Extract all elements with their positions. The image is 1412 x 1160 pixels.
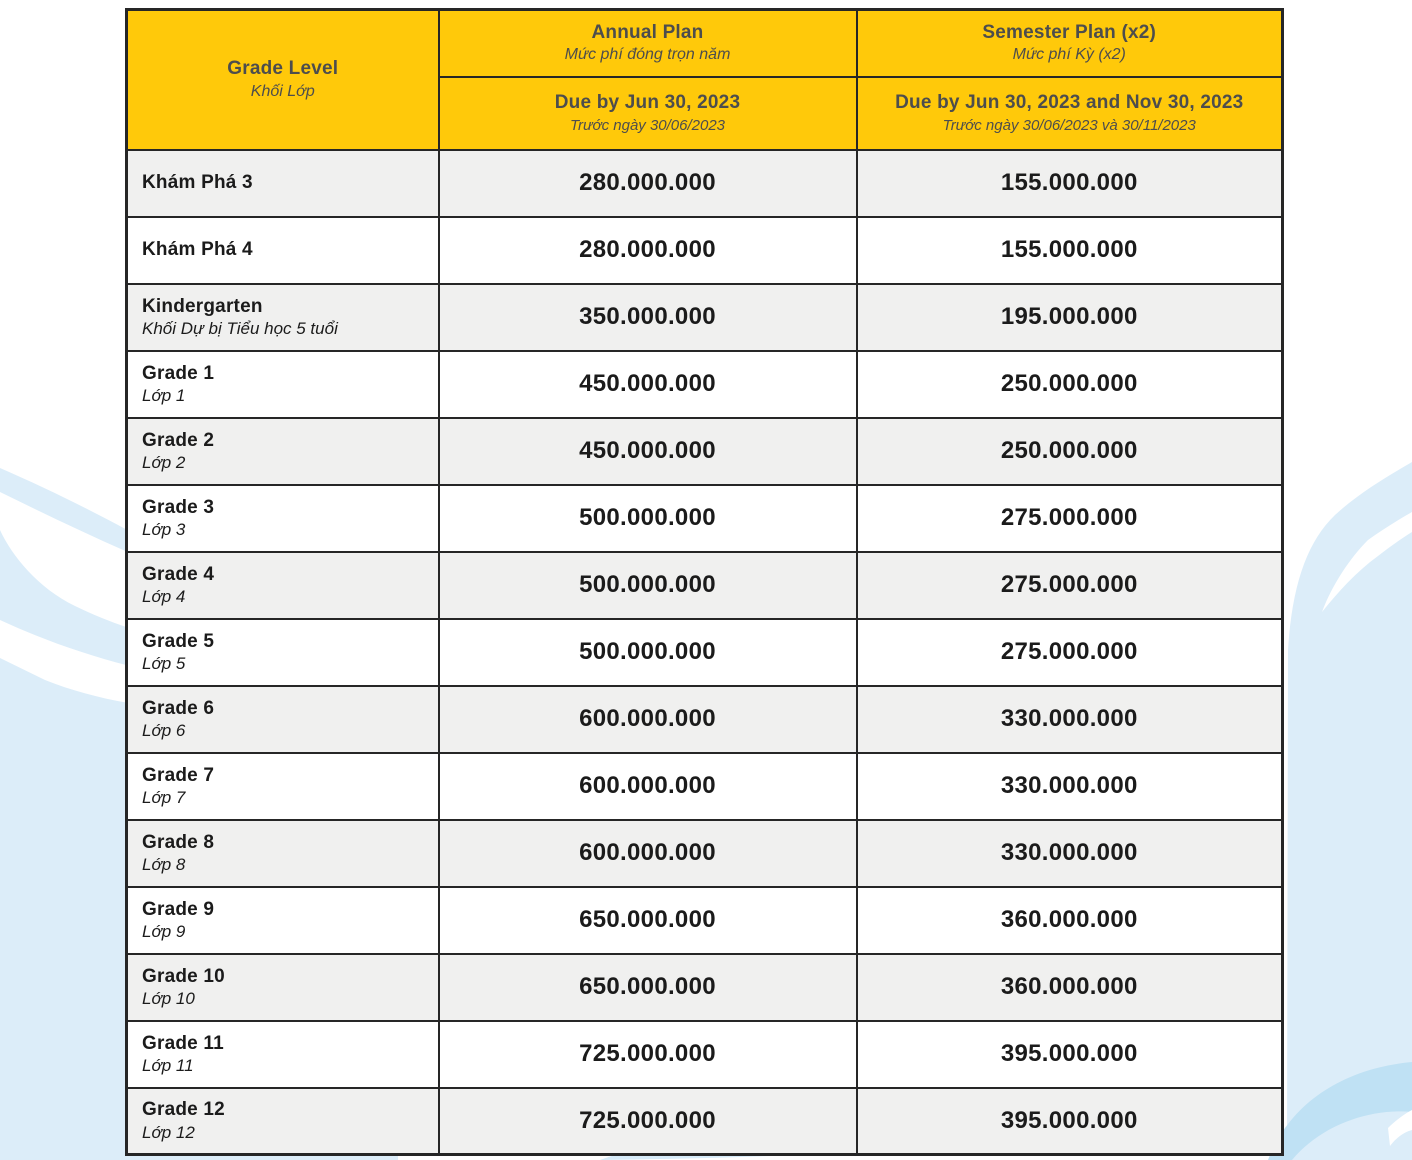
grade-name: Grade 12 (142, 1099, 225, 1121)
semester-fee-cell: 250.000.000 (857, 351, 1283, 418)
annual-fee-cell: 650.000.000 (439, 954, 857, 1021)
grade-name-vi: Lớp 11 (142, 1056, 194, 1076)
annual-fee-cell: 650.000.000 (439, 887, 857, 954)
grade-name: Grade 4 (142, 563, 215, 585)
semester-fee-cell: 330.000.000 (857, 686, 1283, 753)
header-annual-due (439, 77, 857, 150)
header-grade-level-vi: Khối Lớp (250, 82, 315, 100)
table-row (127, 552, 1283, 619)
grade-cell (127, 887, 439, 954)
annual-fee-cell: 725.000.000 (439, 1088, 857, 1155)
semester-fee-cell: 155.000.000 (857, 150, 1283, 217)
header-semester-plan-en: Semester Plan (x2) (982, 21, 1157, 43)
annual-fee-cell: 450.000.000 (439, 418, 857, 485)
grade-name: Grade 2 (142, 429, 215, 451)
grade-cell (127, 1021, 439, 1088)
grade-name-vi: Lớp 5 (142, 654, 186, 674)
grade-name: Grade 9 (142, 898, 215, 920)
grade-name: Grade 1 (142, 362, 215, 384)
header-annual-plan-en: Annual Plan (591, 21, 704, 43)
annual-fee-cell: 600.000.000 (439, 686, 857, 753)
header-semester-plan (857, 10, 1283, 77)
annual-fee-cell: 600.000.000 (439, 820, 857, 887)
grade-name-vi: Lớp 10 (142, 989, 195, 1009)
header-grade-level (127, 10, 439, 150)
annual-fee-cell: 500.000.000 (439, 619, 857, 686)
header-annual-due-vi: Trước ngày 30/06/2023 (569, 116, 726, 134)
table-row (127, 1021, 1283, 1088)
grade-name-vi: Lớp 2 (142, 453, 186, 473)
grade-name: Khám Phá 4 (142, 239, 253, 261)
grade-cell (127, 1088, 439, 1155)
annual-fee-cell: 725.000.000 (439, 1021, 857, 1088)
annual-fee-cell: 600.000.000 (439, 753, 857, 820)
grade-name-vi: Lớp 1 (142, 386, 186, 406)
annual-fee-cell: 280.000.000 (439, 217, 857, 284)
header-semester-due-en: Due by Jun 30, 2023 and Nov 30, 2023 (895, 91, 1244, 113)
grade-name: Grade 11 (142, 1032, 224, 1054)
table-row (127, 820, 1283, 887)
header-semester-plan-vi: Mức phí Kỳ (x2) (1012, 46, 1126, 64)
grade-cell (127, 552, 439, 619)
table-row (127, 284, 1283, 351)
grade-cell (127, 820, 439, 887)
semester-fee-cell: 275.000.000 (857, 619, 1283, 686)
table-row (127, 954, 1283, 1021)
semester-fee-cell: 155.000.000 (857, 217, 1283, 284)
grade-name: Grade 8 (142, 831, 215, 853)
grade-cell (127, 217, 439, 284)
semester-fee-cell: 330.000.000 (857, 753, 1283, 820)
grade-cell (127, 686, 439, 753)
annual-fee-cell: 500.000.000 (439, 552, 857, 619)
semester-fee-cell: 360.000.000 (857, 887, 1283, 954)
table-row (127, 686, 1283, 753)
grade-cell (127, 954, 439, 1021)
grade-cell (127, 619, 439, 686)
table-row (127, 753, 1283, 820)
grade-cell (127, 485, 439, 552)
annual-fee-cell: 280.000.000 (439, 150, 857, 217)
grade-name: Grade 6 (142, 697, 215, 719)
grade-cell (127, 351, 439, 418)
grade-name: Grade 5 (142, 630, 215, 652)
grade-name-vi: Lớp 4 (142, 587, 186, 607)
semester-fee-cell: 275.000.000 (857, 485, 1283, 552)
header-annual-due-en: Due by Jun 30, 2023 (554, 91, 741, 113)
grade-name-vi: Lớp 9 (142, 922, 186, 942)
table-header (127, 10, 1283, 150)
table-row (127, 485, 1283, 552)
grade-name-vi: Lớp 7 (142, 788, 186, 808)
grade-name: Kindergarten (142, 295, 263, 317)
annual-fee-cell: 500.000.000 (439, 485, 857, 552)
table-row (127, 619, 1283, 686)
grade-cell (127, 753, 439, 820)
table-row (127, 418, 1283, 485)
grade-name-vi: Lớp 8 (142, 855, 186, 875)
header-semester-due-vi: Trước ngày 30/06/2023 và 30/11/2023 (942, 116, 1196, 134)
table-row (127, 887, 1283, 954)
header-semester-due (857, 77, 1283, 150)
table-row (127, 217, 1283, 284)
semester-fee-cell: 395.000.000 (857, 1021, 1283, 1088)
semester-fee-cell: 395.000.000 (857, 1088, 1283, 1155)
grade-name-vi: Khối Dự bị Tiểu học 5 tuổi (142, 319, 338, 339)
grade-name: Khám Phá 3 (142, 172, 253, 194)
table-row (127, 150, 1283, 217)
grade-name-vi: Lớp 6 (142, 721, 186, 741)
table-row (127, 1088, 1283, 1155)
grade-cell (127, 150, 439, 217)
grade-name: Grade 3 (142, 496, 215, 518)
semester-fee-cell: 330.000.000 (857, 820, 1283, 887)
header-grade-level-en: Grade Level (227, 58, 339, 79)
grade-name-vi: Lớp 3 (142, 520, 186, 540)
semester-fee-cell: 360.000.000 (857, 954, 1283, 1021)
grade-name: Grade 10 (142, 965, 225, 987)
semester-fee-cell: 195.000.000 (857, 284, 1283, 351)
table-body (127, 150, 1283, 1155)
semester-fee-cell: 250.000.000 (857, 418, 1283, 485)
annual-fee-cell: 350.000.000 (439, 284, 857, 351)
tuition-fee-table (125, 8, 1284, 1156)
semester-fee-cell: 275.000.000 (857, 552, 1283, 619)
header-annual-plan (439, 10, 857, 77)
grade-name-vi: Lớp 12 (142, 1123, 195, 1142)
grade-cell (127, 284, 439, 351)
grade-cell (127, 418, 439, 485)
annual-fee-cell: 450.000.000 (439, 351, 857, 418)
grade-name: Grade 7 (142, 764, 215, 786)
header-annual-plan-vi: Mức phí đóng trọn năm (564, 46, 731, 64)
table-row (127, 351, 1283, 418)
